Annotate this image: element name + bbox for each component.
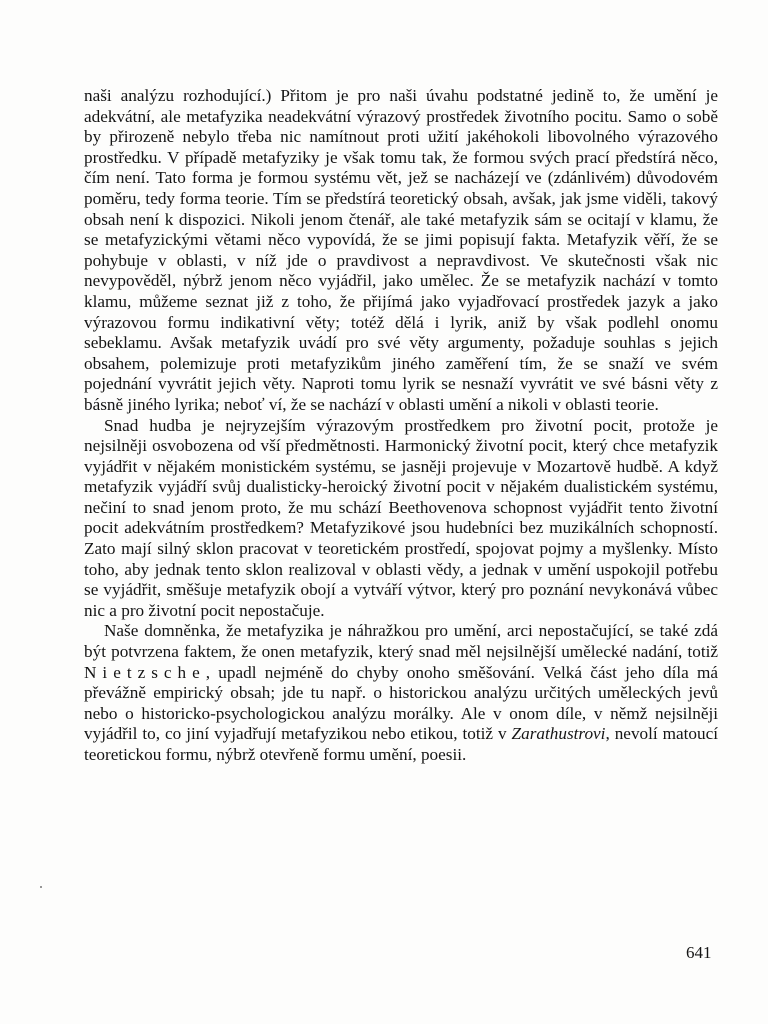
paragraph-3-end: , nevolí matoucí teoretickou formu, nýbrž otevřeně formu umění, poesii. <box>84 724 718 764</box>
body-text <box>84 86 718 766</box>
page-number: 641 <box>686 943 712 962</box>
zarathustra-title: Zarathustrovi <box>511 724 606 744</box>
paragraph-1: naši analýzu rozhodující.) Přitom je pro naši úvahu podstatné jedině to, že umění je adekvátní, ale metafyzika neadekvátní výrazový prostředek životního pocitu. Samo o sobě by přirozeně nebylo třeba nic namítnout proti užití jakéhokoli libovolného výrazového prostředku. V případě metafyziky je však tomu tak, že formou svých prací předstírá něco, čím není. Tato forma je formou systému vět, jež se nacházejí ve (zdánlivém) důvodovém poměru, tedy forma teorie. Tím se předstírá teoretický obsah, avšak, jak jsme viděli, takový obsah není k dispozici. Nikoli jenom čtenář, ale také metafyzik sám se ocitají v klamu, že se metafyzickými větami něco vypovídá, že se jimi popisují fakta. Metafyzik věří, že se pohybuje v oblasti, v níž jde o pravdivost a nepravdivost. Ve skutečnosti však nic nevypověděl, nýbrž jenom něco vyjádřil, jako umělec. Že se metafyzik nachází v tomto klamu, můžeme seznat již z toho, že přijímá jako vyjadřovací prostředek jazyk a jako výrazovou formu indikativní věty; totéž dělá i lyrik, aniž by však podlehl onomu sebeklamu. Avšak metafyzik uvádí pro své věty argumenty, požaduje souhlas s jejich obsahem, polemizuje proti metafyzikům jiného zaměření tím, že se snaží ve svém pojednání vyvrátit jejich věty. Naproti tomu lyrik se nesnaží vyvrátit ve své básni věty z básně jiného lyrika; neboť ví, že se nachází v oblasti umění a nikoli v oblasti teorie. <box>84 86 718 414</box>
paragraph-3-start: Naše domněnka, že metafyzika je náhražkou pro umění, arci nepostačující, se také zdá být potvrzena faktem, že onen metafyzik, který snad měl nejsilnější umělecké nadání, totiž <box>84 621 718 662</box>
paragraph-3-middle: , upadl nejméně do chyby onoho směšování. Velká část jeho díla má převážně empirický obsah; jde tu např. o historickou analýzu určitých uměleckých jevů nebo o historicko-psychologickou analýzu morálky. Ale v onom díle, v němž nejsilněji vyjádřil to, co jiní vyjadřují metafyzikou nebo etikou, totiž v <box>84 662 718 744</box>
paragraph-3 <box>84 621 718 765</box>
nietzsche-spaced-name: Nietzsche <box>84 662 206 682</box>
scan-speck <box>40 886 42 888</box>
paragraph-2: Snad hudba je nejryzejším výrazovým prostředkem pro životní pocit, protože je nejsilněji osvobozena od vší předmětnosti. Harmonický životní pocit, který chce metafyzik vyjádřit v nějakém monistickém systému, se jasněji projevuje v Mozartově hudbě. A když metafyzik vyjádří svůj dualisticky-heroický životní pocit v nějakém dualistickém systému, nečiní to snad jenom proto, že mu schází Beethovenova schopnost vyjádřit tento životní pocit adekvátním prostředkem? Metafyzikové jsou hudebníci bez muzikálních schopností. Zato mají silný sklon pracovat v teoretickém prostředí, spojovat pojmy a myšlenky. Místo toho, aby jednak tento sklon realizoval v oblasti vědy, a jednak v umění uspokojil potřebu se vyjádřit, směšuje metafyzik obojí a vytváří výtvor, který pro poznání nevykonává vůbec nic a pro životní pocit nepostačuje. <box>84 415 718 620</box>
